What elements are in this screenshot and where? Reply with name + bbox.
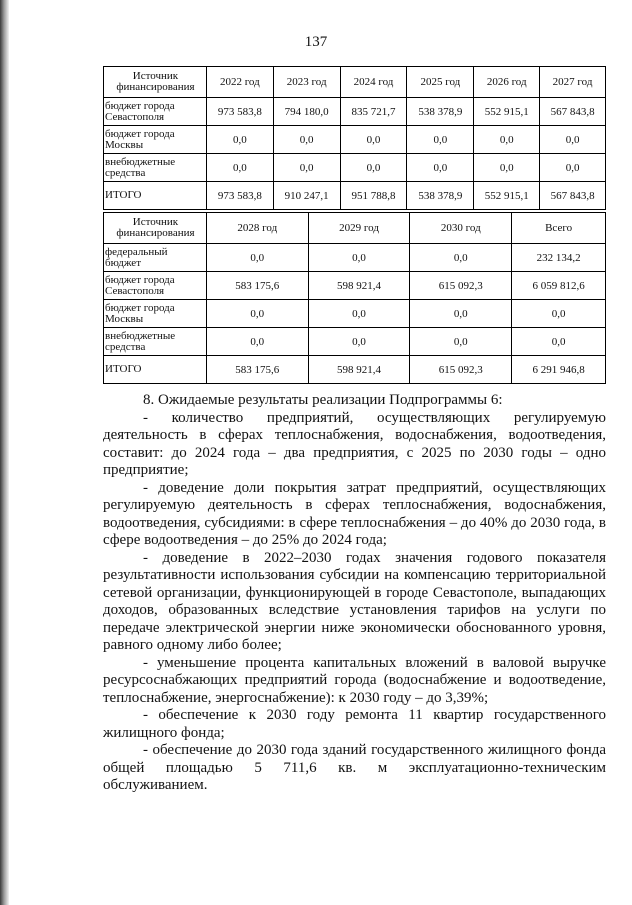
table-row xyxy=(104,300,606,328)
table-row xyxy=(104,154,606,182)
table-cell: 0,0 xyxy=(407,126,474,154)
page-number: 137 xyxy=(304,34,328,50)
section-heading: 8. Ожидаемые результаты реализации Подпрограммы 6: xyxy=(143,392,503,408)
table-cell: 973 583,8 xyxy=(206,98,273,126)
table-cell: 0,0 xyxy=(474,126,540,154)
table-cell: 567 843,8 xyxy=(540,182,606,210)
column-header: 2023 год xyxy=(273,67,340,98)
list-item: - доведение в 2022–2030 годах значения годового показателя результативности использования субсидии на компенсацию территориальной сетевой организации, функционирующей в городе Севастополе, выпадающих доходов, образованных вследствие установления тарифов на услуги по передаче электрической энергии ниже экономически обоснованного уровня, равного одному либо более; xyxy=(103,549,606,653)
table-cell: 583 175,6 xyxy=(206,272,308,300)
table-cell: 0,0 xyxy=(273,154,340,182)
table-cell: ИТОГО xyxy=(104,182,207,210)
table-row-total xyxy=(104,182,606,210)
column-header: 2027 год xyxy=(540,67,606,98)
table-cell: 0,0 xyxy=(308,328,410,356)
table-cell: внебюджетные средства xyxy=(104,154,207,182)
table-cell: бюджет города Москвы xyxy=(104,126,207,154)
table-row xyxy=(104,126,606,154)
table-cell: бюджет города Москвы xyxy=(104,300,207,328)
table-cell: 0,0 xyxy=(206,300,308,328)
table-cell: 615 092,3 xyxy=(410,272,512,300)
column-header: 2024 год xyxy=(340,67,407,98)
table-cell: 6 059 812,6 xyxy=(512,272,606,300)
table-cell: внебюджетные средства xyxy=(104,328,207,356)
table-cell: 0,0 xyxy=(512,300,606,328)
table-cell: 0,0 xyxy=(410,328,512,356)
table-row-total xyxy=(104,356,606,384)
table-row xyxy=(104,244,606,272)
column-header: 2022 год xyxy=(206,67,273,98)
financing-table-2022-2027 xyxy=(103,66,606,210)
table-cell: бюджет города Севастополя xyxy=(104,98,207,126)
table-cell: 0,0 xyxy=(474,154,540,182)
table-cell: 0,0 xyxy=(273,126,340,154)
column-header: Всего xyxy=(512,213,606,244)
table-cell: 598 921,4 xyxy=(308,356,410,384)
table-cell: 552 915,1 xyxy=(474,98,540,126)
table-cell: 0,0 xyxy=(206,154,273,182)
table-cell: 0,0 xyxy=(308,244,410,272)
table-cell: 538 378,9 xyxy=(407,182,474,210)
list-item: - уменьшение процента капитальных вложений в валовой выручке ресурсоснабжающих предприятий города (водоснабжение и водоотведение, теплоснабжение, энергоснабжение): к 2030 году – до 3,39%; xyxy=(103,654,606,706)
expected-results-section xyxy=(103,392,606,795)
column-header: 2028 год xyxy=(206,213,308,244)
table-cell: 0,0 xyxy=(206,328,308,356)
table-cell: 0,0 xyxy=(308,300,410,328)
table-cell: 0,0 xyxy=(206,126,273,154)
column-header: 2029 год xyxy=(308,213,410,244)
list-item: - обеспечение до 2030 года зданий государственного жилищного фонда общей площадью 5 711,6 кв. м эксплуатационно-техническим обслуживанием. xyxy=(103,742,606,793)
list-item: - обеспечение к 2030 году ремонта 11 квартир государственного жилищного фонда; xyxy=(103,707,606,741)
table-cell: ИТОГО xyxy=(104,356,207,384)
table-cell: 0,0 xyxy=(340,154,407,182)
table-cell: 0,0 xyxy=(410,300,512,328)
table-cell: 538 378,9 xyxy=(407,98,474,126)
table-cell: 951 788,8 xyxy=(340,182,407,210)
table-cell: 794 180,0 xyxy=(273,98,340,126)
table-cell: 0,0 xyxy=(410,244,512,272)
table-cell: 0,0 xyxy=(540,126,606,154)
column-header: 2026 год xyxy=(474,67,540,98)
table-cell: 0,0 xyxy=(206,244,308,272)
financing-table-2028-2030 xyxy=(103,212,606,384)
table-cell: 835 721,7 xyxy=(340,98,407,126)
list-item: - доведение доли покрытия затрат предприятий, осуществляющих регулируемую деятельность в сферах теплоснабжения, водоснабжения, водоотведения, субсидиями: в сфере теплоснабжения – до 40% до 2030 года, в сфере водоотведения – до 25% до 2024 года; xyxy=(103,479,606,548)
table-cell: федеральный бюджет xyxy=(104,244,207,272)
table-cell: бюджет города Севастополя xyxy=(104,272,207,300)
table-cell: 552 915,1 xyxy=(474,182,540,210)
column-header: 2025 год xyxy=(407,67,474,98)
column-header: 2030 год xyxy=(410,213,512,244)
table-row xyxy=(104,272,606,300)
table-cell: 0,0 xyxy=(340,126,407,154)
column-header: Источник финансирования xyxy=(104,67,207,98)
table-cell: 910 247,1 xyxy=(273,182,340,210)
table-row xyxy=(104,98,606,126)
table-cell: 567 843,8 xyxy=(540,98,606,126)
table-header-row xyxy=(104,67,606,98)
table-cell: 615 092,3 xyxy=(410,356,512,384)
table-cell: 0,0 xyxy=(407,154,474,182)
list-item: - количество предприятий, осуществляющих регулируемую деятельность в сферах теплоснабжения, водоснабжения, водоотведения, составит: до 2024 года – два предприятия, с 2025 по 2030 годы – одно предприятие; xyxy=(103,409,606,478)
column-header: Источник финансирования xyxy=(104,213,207,244)
table-cell: 583 175,6 xyxy=(206,356,308,384)
table-cell: 6 291 946,8 xyxy=(512,356,606,384)
scan-edge-shadow xyxy=(0,0,9,905)
table-cell: 232 134,2 xyxy=(512,244,606,272)
table-cell: 0,0 xyxy=(540,154,606,182)
table-cell: 598 921,4 xyxy=(308,272,410,300)
table-row xyxy=(104,328,606,356)
table-header-row xyxy=(104,213,606,244)
table-cell: 0,0 xyxy=(512,328,606,356)
table-cell: 973 583,8 xyxy=(206,182,273,210)
